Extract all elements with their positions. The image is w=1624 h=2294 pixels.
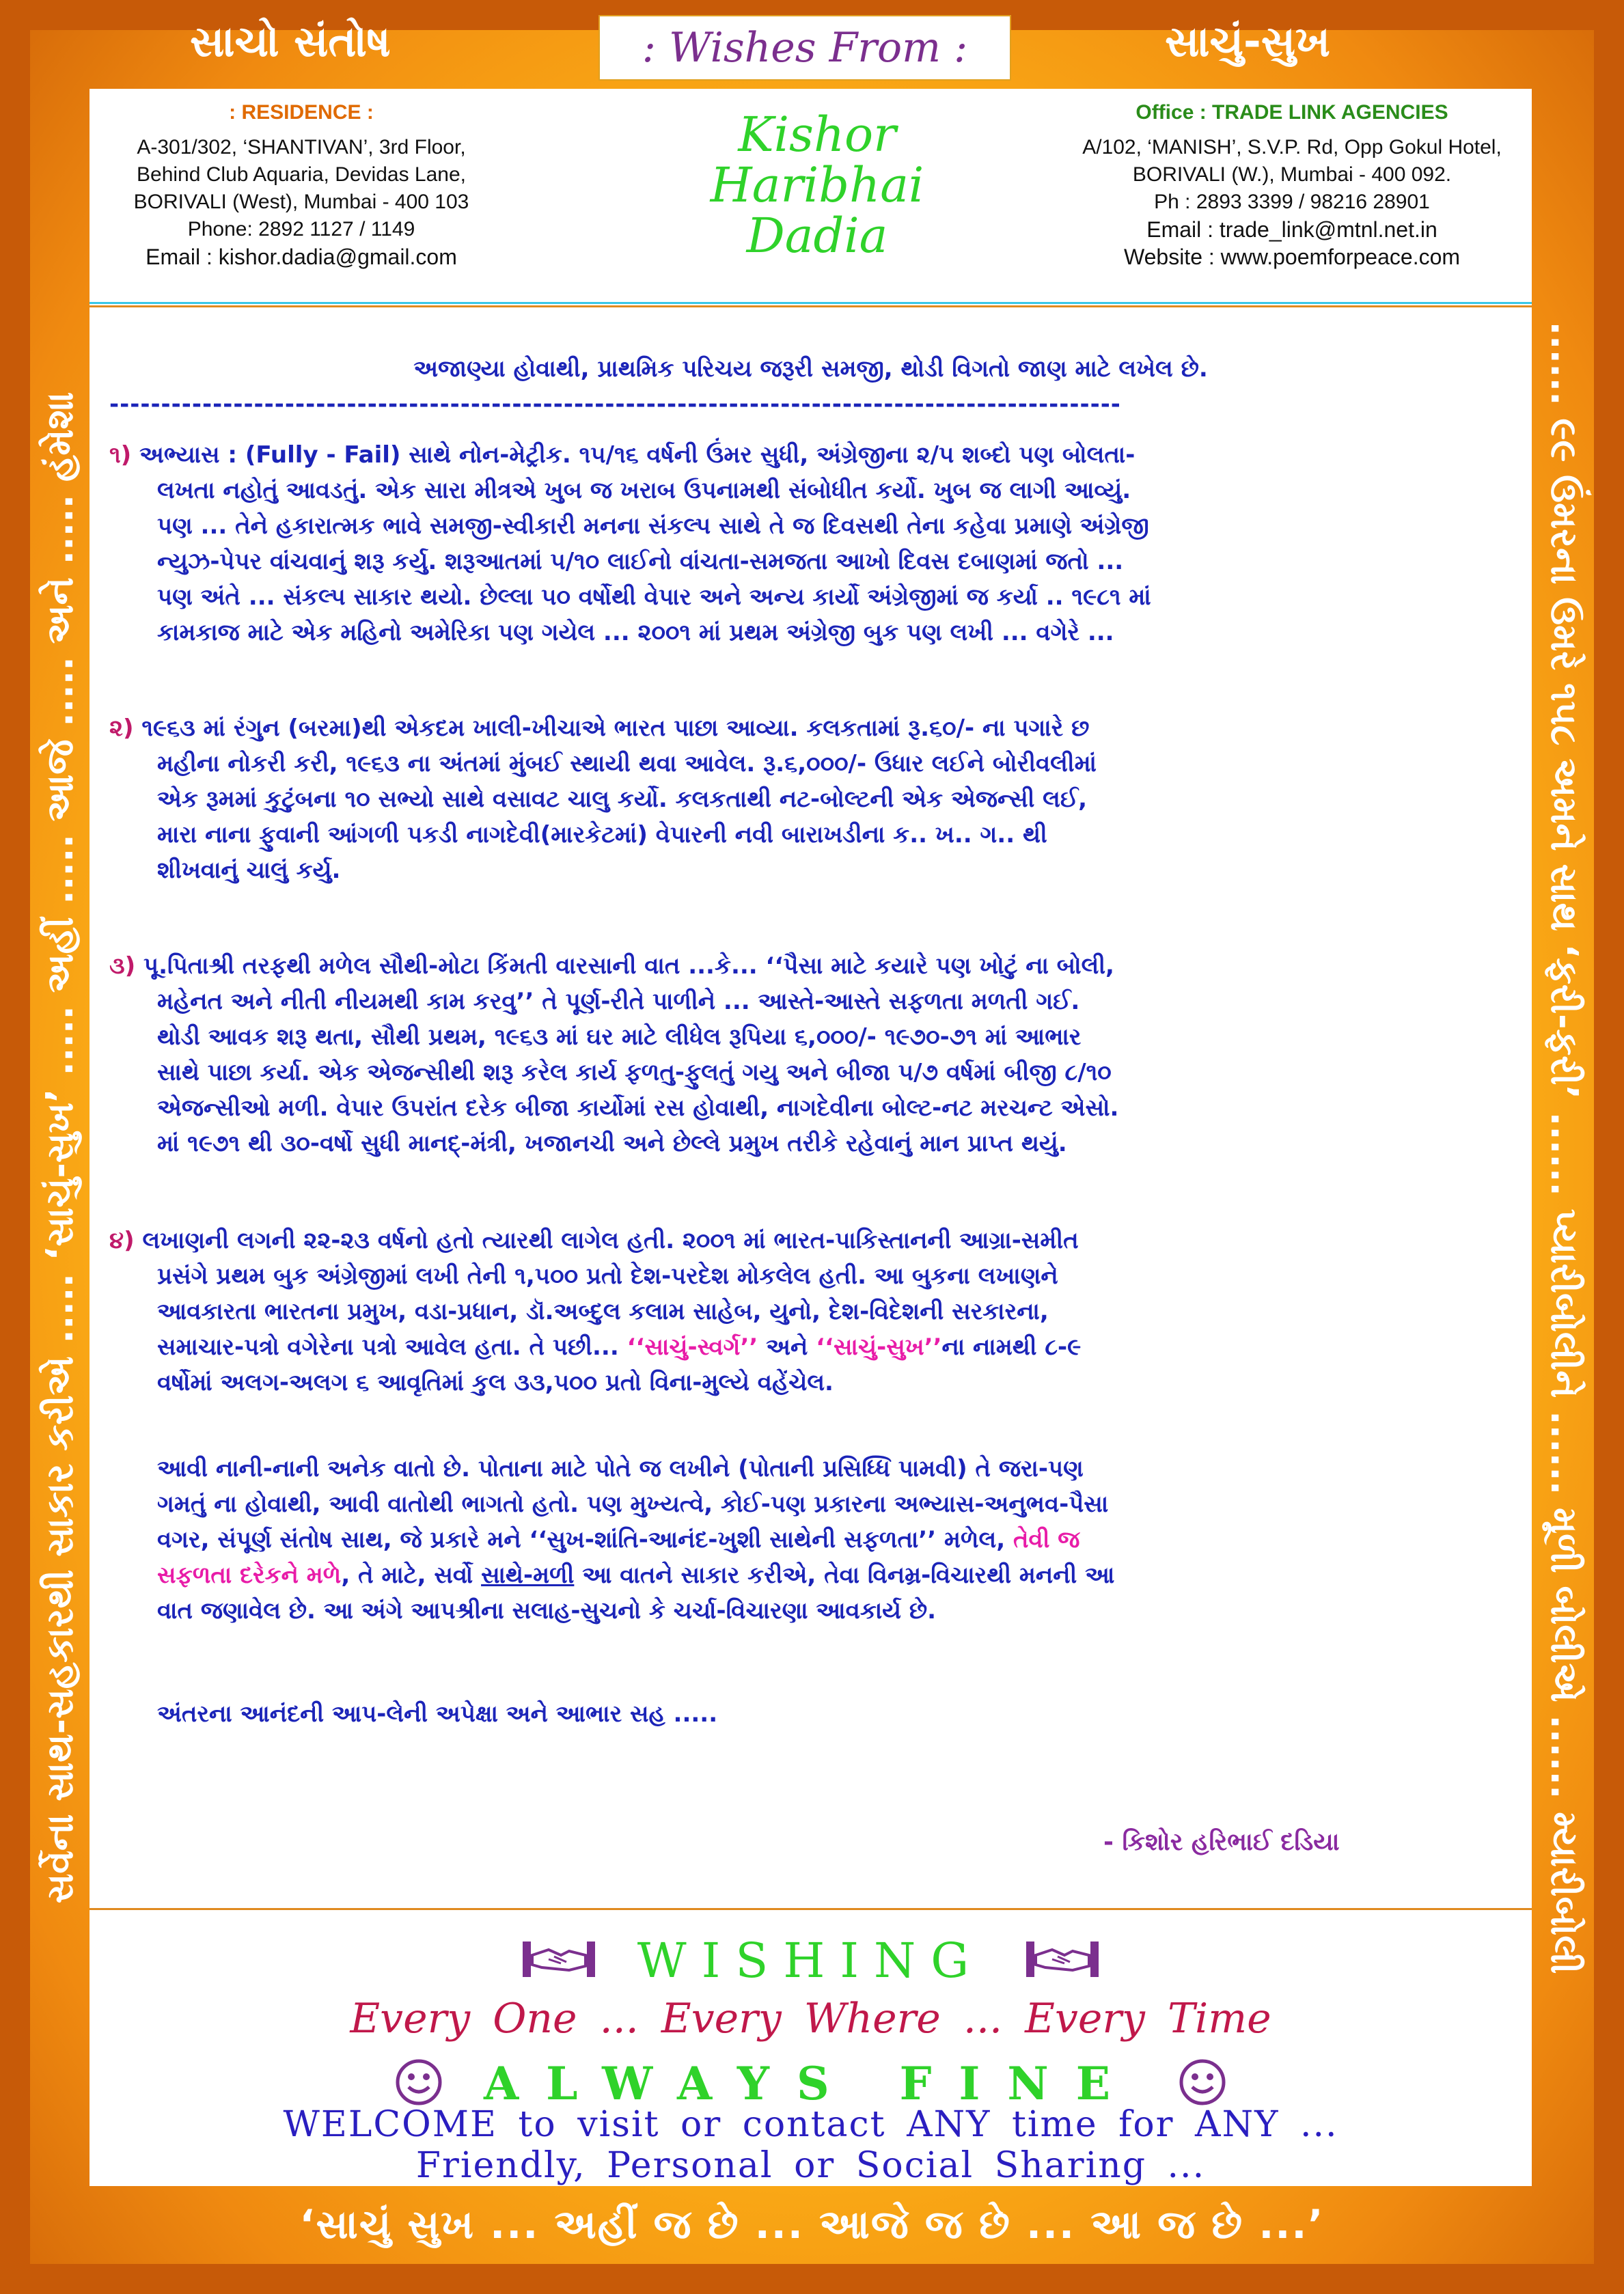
paragraph-line: મહેનત અને નીતી નીયમથી કામ કરવુ’’ તે પૂર્ણ-રીતે પાળીને ... આસ્તે-આસ્તે સફળતા મળતી ગઈ. [157, 988, 1080, 1015]
wishes-from-box [598, 15, 1011, 81]
frame-left-side-text: સર્વેના સાથ-સહકારથી સાકાર કરીએ ..... ‘સાચું-સુખ’ ..... અહીં ..... આજે ..... અને ..... હંમેશા [38, 391, 81, 1904]
office-block [1053, 101, 1531, 271]
paragraph-line: વાત જણાવેલ છે. આ અંગે આપશ્રીના સલાહ-સુચનો કે ચર્ચા-વિચારણા આવકાર્ય છે. [157, 1597, 937, 1625]
closing-line [109, 1696, 1510, 1732]
paragraph-1 [109, 437, 1510, 650]
frame-top-left-text: સાચો સંતોષ [190, 16, 391, 66]
paragraph-line [109, 1558, 1510, 1593]
residence-line: A-301/302, ‘SHANTIVAN’, 3rd Floor, [137, 136, 466, 158]
paragraph-line: અભ્યાસ : (Fully - Fail) સાથે નોન-મેટ્રીક. ૧૫/૧૬ વર્ષની ઉંમર સુધી, અંગ્રેજીના ૨/૫ શબ્દો પણ બોલતા- [139, 441, 1136, 469]
paragraph-line: ગમતું ના હોવાથી, આવી વાતોથી ભાગતો હતો. પણ મુખ્યત્વે, કોઈ-પણ પ્રકારના અભ્યાસ-અનુભવ-પૈસા [157, 1491, 1109, 1518]
paragraph-number: ૩) [109, 952, 136, 980]
paragraph-line: આવી નાની-નાની અનેક વાતો છે. પોતાના માટે પોતે જ લખીને (પોતાની પ્રસિધ્ધિ પામવી) તે જરા-પણ [157, 1455, 1084, 1482]
office-email[interactable]: Email : trade_link@mtnl.net.in [1146, 217, 1437, 242]
wishes-from-label: : Wishes From : [642, 24, 968, 72]
paragraph-text: અને [766, 1333, 808, 1361]
dashed-divider: -------------------------------------------------------------------------------------------------- [109, 391, 1121, 418]
paragraph-number: ૨) [109, 715, 134, 742]
paragraph-line: ૧૯૬૩ માં રંગુન (બરમા)થી એકદમ ખાલી-ખીચાએ ભારત પાછા આવ્યા. કલકતામાં રૂ.૬૦/- ના પગારે છ [141, 715, 1090, 742]
paragraph-line: થોડી આવક શરૂ થતા, સૌથી પ્રથમ, ૧૯૬૩ માં ઘર માટે લીધેલ રૂપિયા ૬,૦૦૦/- ૧૯૭૦-૭૧ માં આભાર [157, 1023, 1082, 1051]
office-website[interactable]: Website : www.poemforpeace.com [1123, 245, 1461, 269]
name-block [663, 107, 971, 264]
paragraph-line: એક રૂમમાં કુટુંબના ૧૦ સભ્યો સાથે વસાવટ ચાલુ કર્યો. કલકતાથી નટ-બોલ્ટની એક એજન્સી લઈ, [157, 786, 1088, 813]
smiley-icon [395, 2058, 443, 2109]
paragraph-2 [109, 710, 1510, 888]
office-phone: Ph : 2893 3399 / 98216 28901 [1154, 191, 1430, 213]
highlight-text: તેવી જ [1013, 1526, 1080, 1553]
footer-divider [90, 1908, 1532, 1912]
paragraph-line: પ્રસંગે પ્રથમ બુક અંગ્રેજીમાં લખી તેની ૧,૫૦૦ પ્રતો દેશ-પરદેશ મોકલેલ હતી. આ બુકના લખાણને [157, 1262, 1058, 1290]
paragraph-number: ૧) [109, 441, 132, 469]
paragraph-3 [109, 948, 1510, 1161]
paragraph-text: સમાચાર-પત્રો વગેરેના પત્રો આવેલ હતા. તે પછી... [157, 1333, 619, 1361]
paragraph-line: મારા નાના ફુવાની આંગળી પકડી નાગદેવી(મારકેટમાં) વેપારની નવી બારાખડીના ક.. ખ.. ગ.. થી [157, 821, 1047, 848]
residence-email[interactable]: Email : kishor.dadia@gmail.com [146, 245, 457, 269]
letter-header [90, 89, 1532, 301]
paragraph-line: વર્ષોમાં અલગ-અલગ ૬ આવૃતિમાં કુલ ૩૩,૫૦૦ પ્રતો વિના-મુલ્યે વહેંચેલ. [157, 1369, 834, 1396]
paragraph-text: , તે માટે, સર્વો [341, 1562, 473, 1589]
paragraph-line: પણ અંતે ... સંકલ્પ સાકાર થયો. છેલ્લા ૫૦ વર્ષોથી વેપાર અને અન્ય કાર્યો અંગ્રેજીમાં જ કર્યા .. ૧૯૮૧ માં [157, 583, 1151, 611]
handshake-icon [521, 1940, 596, 1981]
paragraph-text: આ વાતને સાકાર કરીએ, તેવા વિનમ્ર-વિચારથી મનની આ [582, 1562, 1115, 1589]
office-line: BORIVALI (W.), Mumbai - 400 092. [1132, 163, 1452, 186]
handshake-icon [1025, 1940, 1100, 1981]
always-fine-title: ALWAYS FINE [483, 2057, 1138, 2110]
intro-line: અજાણ્યા હોવાથી, પ્રાથમિક પરિચય જરૂરી સમજી, થોડી વિગતો જાણ માટે લખેલ છે. [413, 355, 1208, 383]
paragraph-line: સાથે પાછા કર્યા. એક એજન્સીથી શરૂ કરેલ કાર્ય ફળતુ-ફુલતું ગયુ અને બીજા ૫/૭ વર્ષમાં બીજી ૮/૧૦ [157, 1059, 1112, 1086]
office-line: A/102, ‘MANISH’, S.V.P. Rd, Opp Gokul Hotel, [1082, 136, 1502, 158]
middle-name: Haribhai [710, 157, 924, 213]
residence-block [96, 101, 506, 271]
welcome-line-1: WELCOME to visit or contact ANY time for ANY ... [283, 2104, 1338, 2145]
paragraph-line: મહીના નોકરી કરી, ૧૯૬૩ ના અંતમાં મુંબઈ સ્થાયી થવા આવેલ. રૂ.૬,૦૦૦/- ઉધાર લઈને બોરીવલીમાં [157, 750, 1097, 777]
signature-line: - કિશોર હરિભાઈ દડિયા [1103, 1828, 1340, 1856]
frame-right-side-text: ...... ૯૯ ઉંમરના ઉમરે ૧૫૮ અમને સાથ ‘ફરી-ફરી’ ...... પ્યારીબોલીને ...... મૂળી બોલીએ ...... મ્યારીબોલી [1543, 321, 1586, 1974]
paragraph-line: લખતા નહોતું આવડતું. એક સારા મીત્રએ ખુબ જ ખરાબ ઉપનામથી સંબોધીત કર્યો. ખુબ જ લાગી આવ્યું. [157, 477, 1131, 504]
frame-bottom-text: ‘સાચું સુખ ... અહીં જ છે ... આજે જ છે ... આ જ છે ...’ [299, 2201, 1325, 2248]
book-title-sachu-swarg: ‘‘સાચું-સ્વર્ગ’’ [627, 1333, 758, 1361]
residence-phone: Phone: 2892 1127 / 1149 [187, 218, 415, 240]
paragraph-number: ૪) [109, 1227, 135, 1254]
closing-text: અંતરના આનંદની આપ-લેની અપેક્ષા અને આભાર સહ ..... [157, 1700, 718, 1728]
paragraph-4 [109, 1223, 1510, 1400]
paragraph-line: આવકારતા ભારતના પ્રમુખ, વડા-પ્રધાન, ડૉ.અબ્દુલ કલામ સાહેબ, યુનો, દેશ-વિદેશની સરકારના, [157, 1298, 1049, 1325]
paragraph-line [109, 1522, 1510, 1558]
paragraph-text: ના નામથી ૮-૯ [941, 1333, 1082, 1361]
paragraph-line: ન્યુઝ-પેપર વાંચવાનું શરૂ કર્યુ. શરૂઆતમાં ૫/૧૦ લાઈનો વાંચતા-સમજતા આખો દિવસ દબાણમાં જતો ... [157, 548, 1124, 575]
paragraph-line: કામકાજ માટે એક મહિનો અમેરિકા પણ ગયેલ ... ૨૦૦૧ માં પ્રથમ અંગ્રેજી બુક પણ લખી ... વગેરે ... [157, 619, 1114, 646]
paragraph-line: પણ ... તેને હકારાત્મક ભાવે સમજી-સ્વીકારી મનના સંકલ્પ સાથે તે જ દિવસથી તેના કહેવા પ્રમાણે અંગ્રેજી [157, 512, 1149, 540]
underlined-text: સાથે-મળી [481, 1562, 575, 1589]
smiley-icon [1179, 2058, 1226, 2109]
residence-title: : RESIDENCE : [229, 101, 374, 124]
welcome-line-2: Friendly, Personal or Social Sharing ... [415, 2145, 1206, 2186]
paragraph-line: શીખવાનું ચાલું કર્યુ. [157, 857, 341, 884]
book-title-sachu-sukh: ‘‘સાચું-સુખ’’ [816, 1333, 942, 1361]
frame-top-right-text: સાચું-સુખ [1165, 16, 1330, 66]
header-divider [90, 302, 1532, 307]
paragraph-line [109, 1329, 1510, 1365]
highlight-text: સફળતા દરેકને મળે [157, 1562, 342, 1589]
every-line: Every One ... Every Where ... Every Time [350, 1995, 1271, 2043]
paragraph-5 [109, 1451, 1510, 1629]
residence-line: Behind Club Aquaria, Devidas Lane, [137, 163, 466, 186]
wishing-row [90, 1926, 1532, 1995]
paragraph-line: પૂ.પિતાશ્રી તરફથી મળેલ સૌથી-મોટા કિંમતી વારસાની વાત ...કે... ‘‘પૈસા માટે કયારે પણ ખોટું ના બોલી, [143, 952, 1114, 980]
paragraph-line: એજન્સીઓ મળી. વેપાર ઉપરાંત દરેક બીજા કાર્યોમાં રસ હોવાથી, નાગદેવીના બોલ્ટ-નટ મરચન્ટ એસો. [157, 1094, 1119, 1122]
paragraph-text: વગર, સંપૂર્ણ સંતોષ સાથ, જે પ્રકારે મને ‘‘સુખ-શાંતિ-આનંદ-ખુશી સાથેની સફળતા’’ મળેલ, [157, 1526, 1006, 1553]
office-title: Office : TRADE LINK AGENCIES [1136, 101, 1448, 124]
paragraph-line: લખાણની લગની ૨૨-૨૩ વર્ષનો હતો ત્યારથી લાગેલ હતી. ૨૦૦૧ માં ભારત-પાકિસ્તાનની આગ્રા-સમીત [142, 1227, 1079, 1254]
last-name: Dadia [746, 208, 888, 264]
wishing-title: WISHING [637, 1933, 985, 1989]
first-name: Kishor [738, 107, 896, 163]
paragraph-line: માં ૧૯૭૧ થી ૩૦-વર્ષો સુધી માનદ્-મંત્રી, ખજાનચી અને છેલ્લે પ્રમુખ તરીકે રહેવાનું માન પ્રાપ્ત થયું. [157, 1130, 1067, 1157]
residence-line: BORIVALI (West), Mumbai - 400 103 [133, 191, 469, 213]
